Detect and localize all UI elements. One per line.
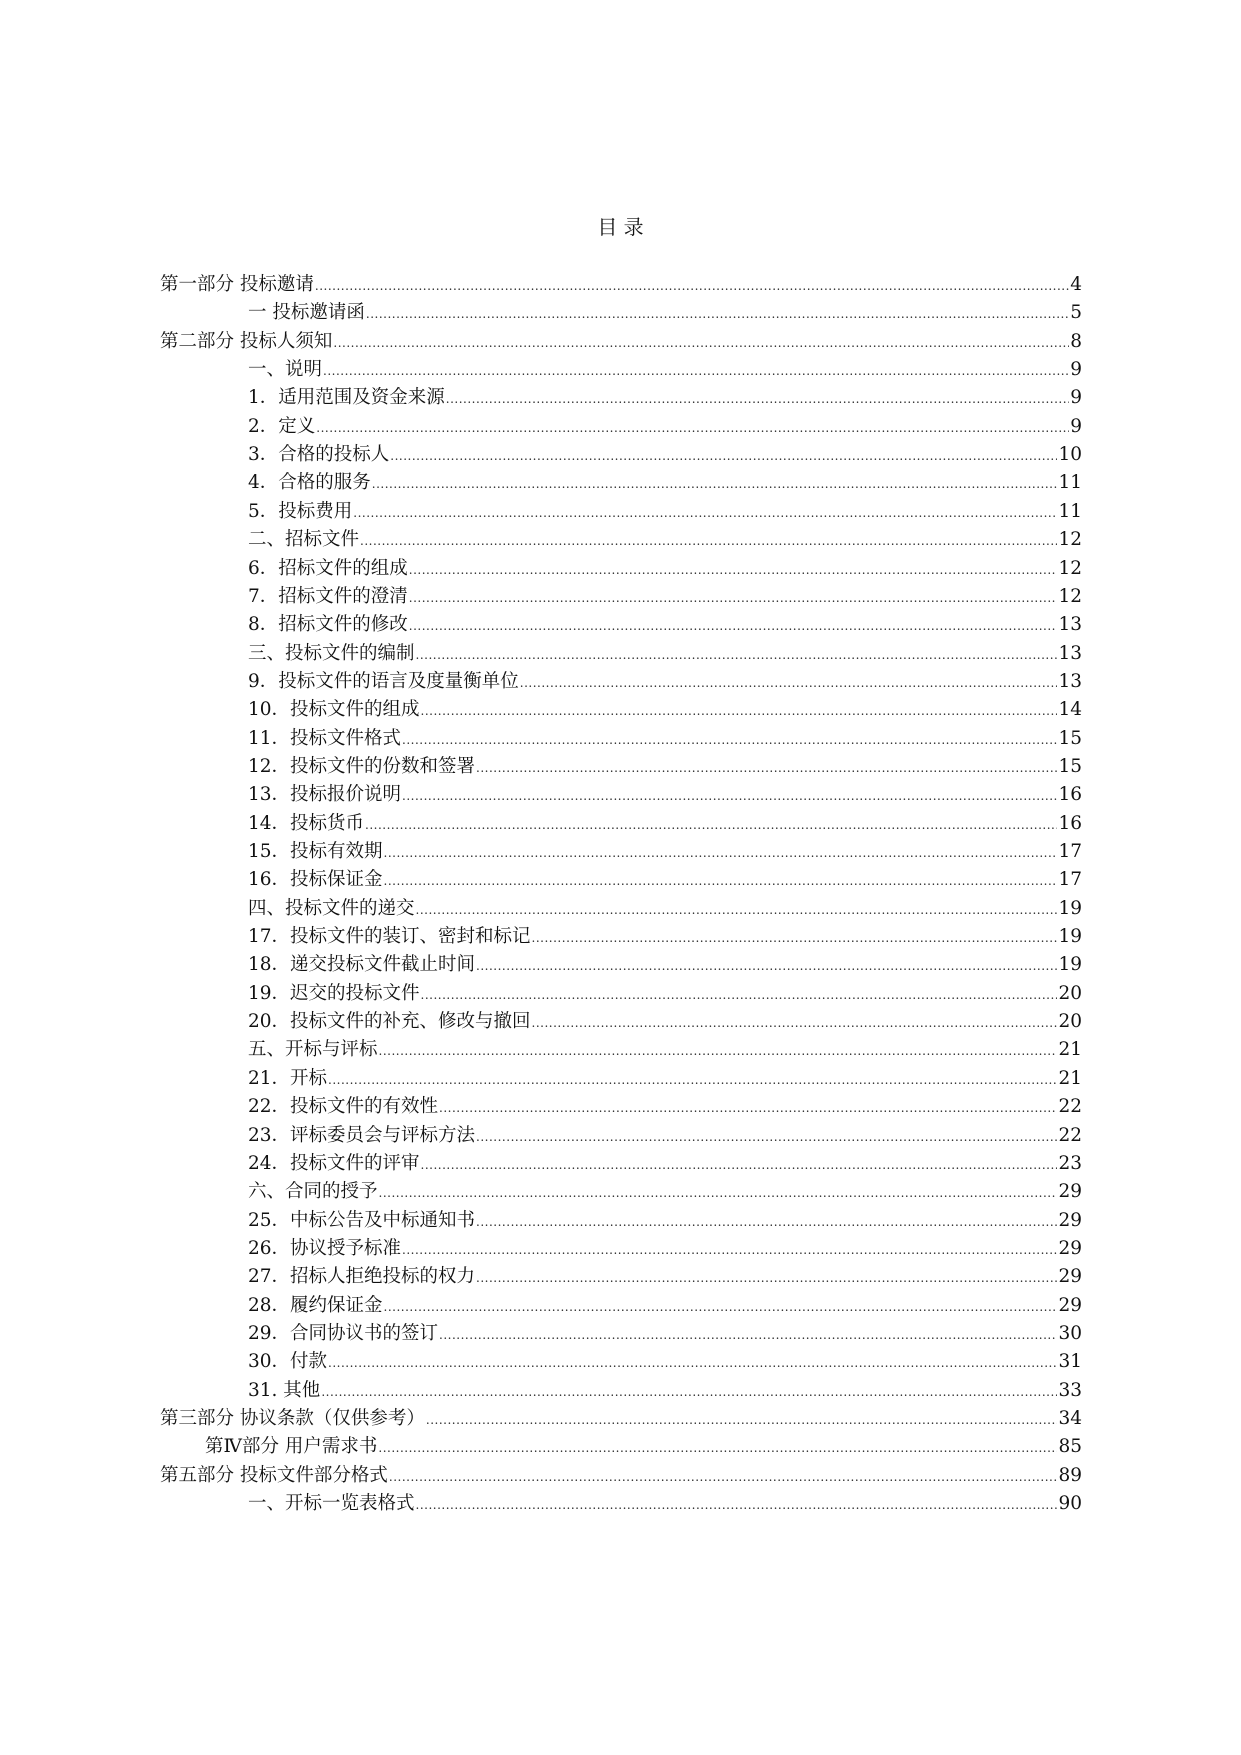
toc-page-number: 19 [1058,954,1082,976]
toc-entry[interactable] [248,1150,1082,1179]
toc-entry-label: 一、开标一览表格式 [248,1493,415,1515]
toc-dot-leader [321,1377,1057,1407]
toc-dot-leader [426,1405,1058,1435]
toc-entry[interactable] [248,526,1082,555]
toc-dot-leader [384,1292,1058,1322]
toc-entry-label: 29．合同协议书的签订 [248,1322,439,1344]
toc-entry[interactable] [248,1207,1082,1236]
toc-entry-label: 13．投标报价说明 [248,784,402,806]
toc-entry-label: 第一部分 投标邀请 [160,274,314,295]
toc-dot-leader [409,555,1058,585]
toc-dot-leader [372,469,1058,499]
toc-dot-leader [378,1433,1057,1463]
toc-entry-label: 21．开标 [248,1067,328,1089]
toc-page-number: 90 [1058,1493,1082,1515]
toc-entry[interactable] [248,384,1082,413]
toc-page-number: 4 [1070,274,1082,295]
toc-page-number: 20 [1058,1011,1082,1033]
toc-entry[interactable] [248,895,1082,924]
toc-entry[interactable] [248,1490,1082,1519]
toc-entry-label: 27．招标人拒绝投标的权力 [248,1266,476,1288]
toc-dot-leader [476,1122,1057,1152]
toc-entry-label: 11．投标文件格式 [248,727,402,749]
toc-entry-label: 14．投标货币 [248,812,365,834]
toc-page-number: 9 [1070,359,1082,381]
toc-page-number: 89 [1058,1464,1082,1486]
toc-entry-label: 23．评标委员会与评标方法 [248,1124,476,1146]
toc-dot-leader [328,1348,1057,1378]
toc-entry[interactable] [248,1065,1082,1094]
toc-page-number: 29 [1058,1181,1082,1203]
toc-entry[interactable] [248,1235,1082,1264]
toc-entry-label: 16．投标保证金 [248,869,383,891]
toc-dot-leader [316,413,1069,443]
toc-entry[interactable] [248,1008,1082,1037]
toc-entry-label: 三、投标文件的编制 [248,642,415,664]
toc-dot-leader [402,725,1057,755]
toc-dot-leader [416,640,1058,670]
toc-dot-leader [421,1150,1058,1180]
toc-dot-leader [384,838,1058,868]
toc-page-number: 13 [1058,614,1082,636]
toc-page-number: 20 [1058,982,1082,1004]
toc-entry[interactable] [248,668,1082,697]
toc-entry[interactable] [248,866,1082,895]
toc-page-number: 16 [1058,784,1082,806]
toc-entry[interactable] [160,328,1082,357]
toc-entry[interactable] [248,640,1082,669]
toc-dot-leader [323,356,1069,386]
toc-page-number: 23 [1058,1152,1082,1174]
toc-entry[interactable] [248,498,1082,527]
toc-dot-leader [402,781,1057,811]
toc-entry[interactable] [248,299,1082,328]
toc-dot-leader [379,1178,1058,1208]
toc-dot-leader [366,299,1069,329]
toc-page-number: 85 [1058,1436,1082,1458]
toc-dot-leader [360,526,1057,556]
toc-page-number: 22 [1058,1096,1082,1118]
toc-entry[interactable] [205,1433,1082,1462]
toc-entry-label: 20．投标文件的补充、修改与撤回 [248,1011,531,1033]
toc-entry[interactable] [248,810,1082,839]
toc-entry[interactable] [248,923,1082,952]
toc-page-number: 29 [1058,1209,1082,1231]
toc-entry[interactable] [248,583,1082,612]
toc-page-number: 11 [1058,500,1082,522]
toc-entry-label: 30．付款 [248,1351,328,1373]
toc-dot-leader [390,441,1057,471]
toc-entry-label: 15．投标有效期 [248,841,383,862]
toc-entry[interactable] [248,753,1082,782]
toc-page-number: 9 [1070,387,1082,409]
toc-dot-leader [384,866,1058,896]
toc-page-number: 29 [1058,1294,1082,1316]
toc-entry-label: 一 投标邀请函 [248,302,365,324]
toc-entry-label: 28．履约保证金 [248,1294,383,1316]
toc-dot-leader [315,271,1069,301]
toc-dot-leader [476,1263,1057,1293]
toc-dot-leader [379,1036,1058,1066]
toc-page-number: 31 [1058,1351,1082,1373]
toc-entry-label: 31. 其他 [248,1379,321,1401]
toc-entry-label: 第二部分 投标人须知 [160,330,333,352]
toc-dot-leader [476,1207,1057,1237]
toc-entry-label: 六、合同的授予 [248,1181,378,1203]
toc-entry-label: 4．合格的服务 [248,472,371,494]
toc-page-number: 33 [1058,1379,1082,1401]
toc-page-number: 10 [1058,444,1082,466]
toc-page-number: 5 [1070,302,1082,324]
toc-entry-label: 22．投标文件的有效性 [248,1096,439,1118]
toc-entry-label: 19．迟交的投标文件 [248,982,420,1004]
toc-page-number: 12 [1058,585,1082,607]
toc-dot-leader [421,696,1058,726]
toc-entry[interactable] [248,951,1082,980]
toc-entry[interactable] [248,356,1082,385]
toc-entry[interactable] [248,1263,1082,1292]
toc-entry[interactable] [248,781,1082,810]
toc-entry-label: 3．合格的投标人 [248,444,390,466]
toc-entry[interactable] [248,469,1082,498]
toc-entry[interactable] [248,1093,1082,1122]
toc-entry-label: 24．投标文件的评审 [248,1152,420,1174]
toc-page-number: 14 [1058,699,1082,721]
toc-entry-label: 第五部分 投标文件部分格式 [160,1464,388,1486]
toc-dot-leader [409,611,1058,641]
toc-page-number: 15 [1058,727,1082,749]
toc-page-number: 17 [1058,841,1082,862]
toc-page-number: 15 [1058,755,1082,777]
toc-dot-leader [446,384,1069,414]
toc-page-number: 12 [1058,557,1082,579]
toc-dot-leader [520,668,1058,698]
toc-dot-leader [439,1320,1057,1350]
toc-page-number: 9 [1070,415,1082,437]
toc-entry[interactable] [248,1377,1082,1406]
toc-entry-label: 5．投标费用 [248,500,353,522]
toc-page-number: 12 [1058,529,1082,551]
toc-page-number: 16 [1058,812,1082,834]
toc-dot-leader [416,1490,1058,1520]
toc-page-number: 13 [1058,642,1082,664]
toc-entry-label: 18．递交投标文件截止时间 [248,954,476,976]
toc-entry[interactable] [248,1122,1082,1151]
toc-dot-leader [402,1235,1057,1265]
toc-entry[interactable] [248,1320,1082,1349]
toc-entry-label: 7．招标文件的澄清 [248,585,408,607]
toc-page-number: 8 [1070,330,1082,352]
toc-dot-leader [532,1008,1058,1038]
toc-page-number: 30 [1058,1322,1082,1344]
toc-dot-leader [328,1065,1057,1095]
toc-entry[interactable] [160,271,1082,300]
toc-entry-label: 第Ⅳ部分 用户需求书 [205,1436,378,1458]
toc-entry[interactable] [248,555,1082,584]
toc-entry-label: 26．协议授予标准 [248,1237,402,1259]
toc-dot-leader [439,1093,1057,1123]
toc-entry[interactable] [248,838,1082,867]
toc-entry-label: 五、开标与评标 [248,1039,378,1061]
toc-entry-label: 6．招标文件的组成 [248,557,408,579]
toc-page-number: 29 [1058,1266,1082,1288]
page-title: 目 录 [597,215,644,239]
toc-entry[interactable] [248,1292,1082,1321]
toc-entry-label: 第三部分 协议条款（仅供参考） [160,1408,425,1429]
toc-entry[interactable] [248,980,1082,1009]
toc-dot-leader [476,951,1057,981]
toc-entry[interactable] [248,1348,1082,1377]
toc-page-number: 21 [1058,1039,1082,1061]
toc-dot-leader [532,923,1058,953]
toc-dot-leader [333,328,1069,358]
toc-page-number: 22 [1058,1124,1082,1146]
toc-entry-label: 25．中标公告及中标通知书 [248,1209,476,1231]
toc-entry[interactable] [160,1462,1082,1491]
toc-dot-leader [353,498,1057,528]
toc-dot-leader [421,980,1058,1010]
toc-entry-label: 9．投标文件的语言及度量衡单位 [248,670,519,692]
toc-entry-label: 2．定义 [248,415,316,437]
toc-entry[interactable] [248,611,1082,640]
toc-page-number: 19 [1058,926,1082,948]
toc-entry[interactable] [248,413,1082,442]
toc-entry-label: 17．投标文件的装订、密封和标记 [248,926,531,948]
toc-entry-label: 四、投标文件的递交 [248,897,415,919]
toc-entry[interactable] [248,725,1082,754]
toc-page-number: 13 [1058,670,1082,692]
toc-dot-leader [365,810,1057,840]
toc-entry-label: 12．投标文件的份数和签署 [248,755,476,777]
toc-entry[interactable] [248,1036,1082,1065]
toc-entry-label: 8．招标文件的修改 [248,614,408,636]
toc-dot-leader [476,753,1057,783]
toc-page-number: 21 [1058,1067,1082,1089]
toc-dot-leader [389,1462,1058,1492]
toc-entry-label: 二、招标文件 [248,529,360,551]
toc-page-number: 11 [1058,472,1082,494]
toc-dot-leader [409,583,1058,613]
toc-page-number: 29 [1058,1237,1082,1259]
toc-entry-label: 一、说明 [248,359,323,381]
toc-page-number: 19 [1058,897,1082,919]
toc-entry[interactable] [248,1178,1082,1207]
toc-entry-label: 10．投标文件的组成 [248,699,420,721]
toc-entry-label: 1．适用范围及资金来源 [248,387,445,409]
toc-dot-leader [416,895,1058,925]
toc-entry[interactable] [160,1405,1082,1434]
toc-page-number: 17 [1058,869,1082,891]
toc-page-number: 34 [1058,1408,1082,1429]
toc-entry[interactable] [248,441,1082,470]
toc-entry[interactable] [248,696,1082,725]
